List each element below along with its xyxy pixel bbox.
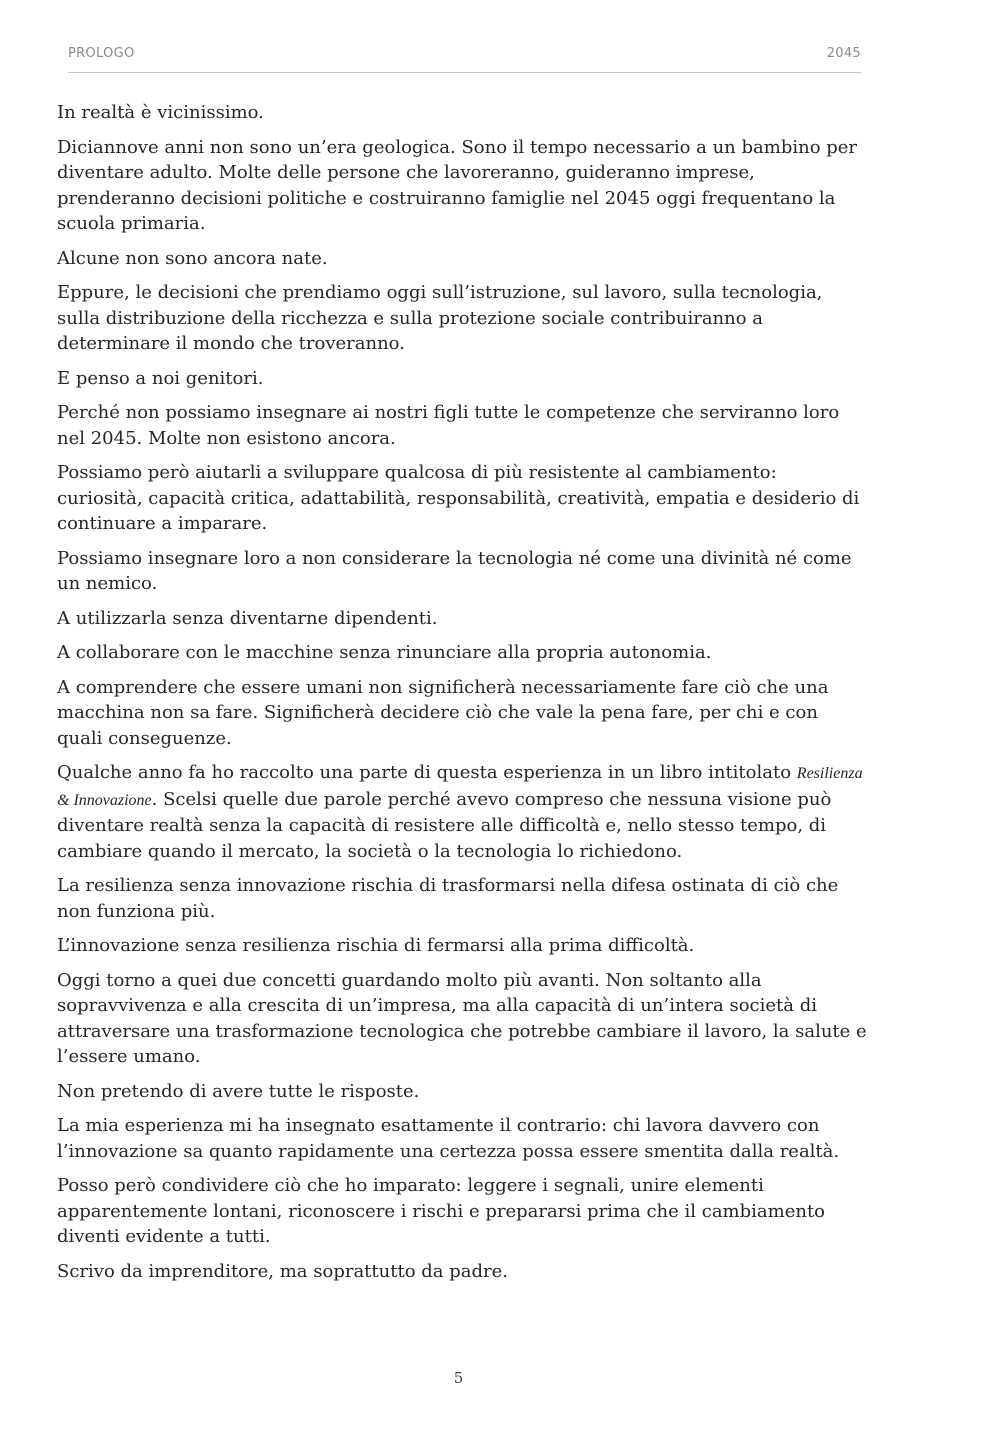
paragraph: In realtà è vicinissimo. <box>57 102 264 123</box>
paragraph: A comprendere che essere umani non significherà necessariamente fare ciò che una macchina non sa fare. Significherà decidere ciò che vale la pena fare, per chi e con quali conseguenze. <box>57 676 829 749</box>
header-section-label: PROLOGO <box>68 46 135 61</box>
body-text <box>57 100 867 1293</box>
paragraph: Alcune non sono ancora nate. <box>57 247 328 269</box>
paragraph: A utilizzarla senza diventarne dipendenti. <box>57 607 438 629</box>
paragraph: Non pretendo di avere tutte le risposte. <box>57 1080 420 1102</box>
paragraph: Oggi torno a quei due concetti guardando molto più avanti. Non soltanto alla sopravvivenza e alla crescita di un’impresa, ma alla capacità di un’intera società di attraversare una trasformazione tecnologica che potrebbe cambiare il lavoro, la salute e l’essere umano. <box>57 969 867 1067</box>
paragraph: La resilienza senza innovazione rischia di trasformarsi nella difesa ostinata di ciò che non funziona più. <box>57 875 839 922</box>
paragraph: Posso però condividere ciò che ho imparato: leggere i segnali, unire elementi apparentemente lontani, riconoscere i rischi e prepararsi prima che il cambiamento diventi evidente a tutti. <box>57 1175 826 1247</box>
paragraph: Perché non possiamo insegnare ai nostri figli tutte le competenze che serviranno loro nel 2045. Molte non esistono ancora. <box>57 402 840 449</box>
header-divider <box>68 72 861 73</box>
paragraph: Scrivo da imprenditore, ma soprattutto da padre. <box>57 1260 508 1282</box>
running-header <box>68 46 861 66</box>
book-reference-paragraph <box>57 760 867 864</box>
paragraph: A collaborare con le macchine senza rinunciare alla propria autonomia. <box>57 642 712 663</box>
book-title-reference: Resilienza & Innovazione <box>57 765 863 809</box>
header-book-title: 2045 <box>826 46 861 61</box>
paragraph: Eppure, le decisioni che prendiamo oggi sull’istruzione, sul lavoro, sulla tecnologia, sulla distribuzione della ricchezza e sulla protezione sociale contribuiranno a determinare il mondo che troveranno. <box>57 282 823 354</box>
paragraph: L’innovazione senza resilienza rischia di fermarsi alla prima difficoltà. <box>57 935 695 956</box>
book-reference-text-after: . Scelsi quelle due parole perché avevo compreso che nessuna visione può diventare realtà senza la capacità di resistere alle difficoltà e, nello stesso tempo, di cambiare quando il mercato, la società o la tecnologia lo richiedono. <box>57 788 832 862</box>
book-reference-text-before: Qualche anno fa ho raccolto una parte di questa esperienza in un libro intitolato <box>57 762 797 783</box>
page-number: 5 <box>453 1369 464 1387</box>
paragraph: Possiamo insegnare loro a non considerare la tecnologia né come una divinità né come un nemico. <box>57 547 852 594</box>
paragraph: Diciannove anni non sono un’era geologica. Sono il tempo necessario a un bambino per diventare adulto. Molte delle persone che lavoreranno, guideranno imprese, prenderanno decisioni politiche e costruiranno famiglie nel 2045 oggi frequentano la scuola primaria. <box>57 136 858 234</box>
paragraph: E penso a noi genitori. <box>57 367 264 389</box>
paragraph: La mia esperienza mi ha insegnato esattamente il contrario: chi lavora davvero con l’innovazione sa quanto rapidamente una certezza possa essere smentita dalla realtà. <box>57 1115 840 1162</box>
paragraph: Possiamo però aiutarli a sviluppare qualcosa di più resistente al cambiamento: curiosità, capacità critica, adattabilità, responsabilità, creatività, empatia e desiderio di continuare a imparare. <box>57 462 860 534</box>
